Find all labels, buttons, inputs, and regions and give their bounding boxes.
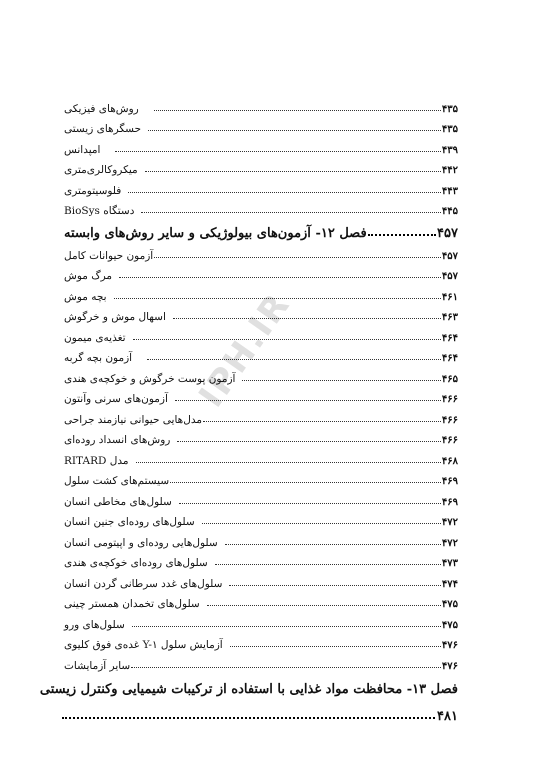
leader-dots bbox=[133, 339, 441, 340]
toc-entry bbox=[62, 426, 458, 447]
toc-entry bbox=[62, 487, 458, 508]
toc-page-number: ۴۷۶ bbox=[441, 660, 458, 672]
toc-entry bbox=[62, 467, 458, 488]
leader-dots bbox=[215, 564, 441, 565]
toc-entry-title: آزمون حیوانات کامل bbox=[64, 249, 154, 262]
leader-dots bbox=[203, 421, 441, 422]
toc-entry bbox=[62, 610, 458, 631]
toc-entry-title: آزمون‌های سرنی وآنتون bbox=[62, 393, 174, 405]
toc-entry-title: فلوسیتومتری bbox=[62, 185, 127, 197]
toc-page-number: ۴۶۹ bbox=[441, 496, 458, 508]
toc-entry-title: مدل RITARD bbox=[62, 455, 135, 467]
toc-entry-title: سلول‌های روده‌ای خوکچه‌ی هندی bbox=[62, 557, 214, 569]
leader-dots bbox=[368, 234, 436, 236]
toc-entry bbox=[62, 549, 458, 570]
toc-chapter-entry bbox=[62, 217, 458, 241]
toc-page-number: ۴۶۶ bbox=[441, 394, 458, 405]
toc-entry-title: آزمون بچه گربه bbox=[62, 352, 146, 364]
toc-page-number: ۴۷۵ bbox=[441, 599, 458, 610]
leader-dots bbox=[179, 503, 441, 504]
toc-entry-title: سلول‌هایی روده‌ای و اپیتومی انسان bbox=[62, 537, 224, 549]
toc-page-number: ۴۴۳ bbox=[441, 185, 458, 197]
toc-entry-title: مرگ موش bbox=[62, 270, 118, 282]
leader-dots bbox=[207, 605, 441, 606]
toc-entry bbox=[62, 631, 458, 652]
toc-page-number: ۴۵۷ bbox=[441, 271, 458, 282]
toc-entry-title: تغذیه‌ی میمون bbox=[62, 332, 132, 344]
toc-entry bbox=[62, 94, 458, 115]
toc-page-number: ۴۶۸ bbox=[441, 455, 458, 467]
leader-dots bbox=[131, 667, 441, 668]
leader-dots bbox=[115, 151, 440, 152]
toc-entry bbox=[62, 446, 458, 467]
toc-page-number: ۴۷۶ bbox=[441, 640, 458, 651]
toc-entry-title: روش‌های انسداد روده‌ای bbox=[62, 434, 176, 446]
toc-entry-title: بچه موش bbox=[62, 291, 113, 303]
toc-page-number: ۴۷۳ bbox=[441, 558, 458, 569]
leader-dots bbox=[119, 277, 441, 278]
toc-entry bbox=[62, 115, 458, 136]
toc-entry-title: سلول‌های تخمدان همستر چینی bbox=[62, 598, 206, 610]
toc-page-number: ۴۷۲ bbox=[441, 517, 458, 528]
leader-dots bbox=[225, 544, 441, 545]
toc-entry-title: روش‌های فیزیکی bbox=[62, 103, 153, 115]
toc-page-number: ۴۶۶ bbox=[441, 414, 458, 426]
toc-entry-title: سلول‌های روده‌ای جنین انسان bbox=[62, 516, 201, 528]
toc-entry bbox=[62, 385, 458, 406]
toc-entry-title: سلول‌های غدد سرطانی گردن انسان bbox=[62, 578, 228, 590]
toc-entry bbox=[62, 528, 458, 549]
toc-page-number: ۴۳۹ bbox=[441, 144, 458, 156]
leader-dots bbox=[147, 359, 441, 360]
toc-page-number: ۴۷۵ bbox=[441, 619, 458, 631]
watermark: IPH.IR bbox=[191, 285, 299, 415]
toc-entry-title: حسگرهای زیستی bbox=[62, 123, 147, 135]
toc-chapter-entry bbox=[39, 678, 458, 724]
leader-dots bbox=[145, 171, 441, 172]
leader-dots bbox=[154, 110, 441, 111]
toc-page-number: ۴۵۷ bbox=[437, 226, 458, 241]
toc-entry bbox=[62, 651, 458, 672]
toc-entry-title: امپدانس bbox=[62, 144, 114, 156]
toc-page-number: ۴۴۵ bbox=[441, 206, 458, 217]
toc-entry bbox=[62, 176, 458, 197]
toc-entry bbox=[62, 135, 458, 156]
toc-entry bbox=[62, 364, 458, 385]
toc-entry bbox=[62, 405, 458, 426]
leader-dots bbox=[229, 585, 440, 586]
toc-entry bbox=[62, 197, 458, 218]
toc-entry-title: سلول‌های ورو bbox=[62, 619, 131, 631]
toc-entry bbox=[62, 156, 458, 177]
leader-dots bbox=[202, 523, 441, 524]
leader-dots bbox=[62, 717, 435, 719]
toc-entry-title: اسهال موش و خرگوش bbox=[62, 311, 172, 323]
leader-dots bbox=[154, 257, 441, 258]
toc-page-number: ۴۶۶ bbox=[441, 435, 458, 446]
toc-entry-title: دستگاه BioSys bbox=[62, 205, 140, 217]
toc-entry bbox=[62, 508, 458, 529]
toc-page-number: ۴۴۲ bbox=[441, 165, 458, 176]
leader-dots bbox=[230, 646, 441, 647]
leader-dots bbox=[148, 130, 441, 131]
toc-page-number: ۴۶۳ bbox=[441, 312, 458, 323]
toc-entry-title: فصل ۱۲- آزمون‌های بیولوژیکی و سایر روش‌های وابسته bbox=[64, 226, 367, 241]
leader-dots bbox=[136, 462, 441, 463]
toc-page-number: ۴۶۱ bbox=[441, 291, 458, 303]
toc-page-number: ۴۷۴ bbox=[441, 578, 458, 590]
toc-page-number: ۴۷۲ bbox=[441, 537, 458, 549]
table-of-contents bbox=[39, 94, 458, 724]
toc-entry-title: سایر آزمایشات bbox=[64, 659, 131, 672]
toc-entry bbox=[62, 569, 458, 590]
leader-dots bbox=[173, 318, 441, 319]
toc-entry-title: فصل ۱۳- محافظت مواد غذایی با استفاده از ترکیبات شیمیایی وکنترل زیستی bbox=[39, 681, 458, 697]
toc-entry-title: سیستم‌های کشت سلول bbox=[64, 475, 170, 487]
toc-entry bbox=[62, 344, 458, 365]
leader-dots bbox=[175, 400, 441, 401]
toc-entry bbox=[62, 241, 458, 262]
toc-page-number: ۴۵۷ bbox=[441, 250, 458, 262]
toc-entry-title: میکروکالری‌متری bbox=[62, 164, 144, 176]
toc-entry bbox=[62, 303, 458, 324]
toc-entry-title: آزمایش سلول Y-۱ غده‌ی فوق کلیوی bbox=[62, 639, 229, 651]
toc-page-number: ۴۶۵ bbox=[441, 373, 458, 385]
leader-dots bbox=[141, 212, 440, 213]
leader-dots bbox=[132, 626, 441, 627]
toc-page-number: ۴۳۵ bbox=[441, 124, 458, 135]
toc-entry bbox=[62, 323, 458, 344]
toc-entry-title: سلول‌های مخاطی انسان bbox=[62, 496, 178, 508]
leader-dots bbox=[242, 380, 440, 381]
leader-dots bbox=[177, 441, 441, 442]
toc-page-number: ۴۶۴ bbox=[441, 332, 458, 344]
leader-dots bbox=[128, 192, 441, 193]
toc-page-number: ۴۶۹ bbox=[441, 476, 458, 487]
toc-entry-title: آزمون پوست خرگوش و خوکچه‌ی هندی bbox=[62, 373, 241, 385]
toc-entry bbox=[62, 262, 458, 283]
toc-entry bbox=[62, 282, 458, 303]
toc-entry bbox=[62, 590, 458, 611]
toc-page-number: ۴۳۵ bbox=[441, 103, 458, 115]
leader-dots bbox=[170, 482, 441, 483]
toc-page-number: ۴۶۴ bbox=[441, 353, 458, 364]
leader-dots bbox=[114, 298, 441, 299]
toc-entry-title: مدل‌هایی حیوانی نیازمند جراحی bbox=[64, 413, 202, 426]
toc-page-number: ۴۸۱ bbox=[437, 708, 458, 724]
